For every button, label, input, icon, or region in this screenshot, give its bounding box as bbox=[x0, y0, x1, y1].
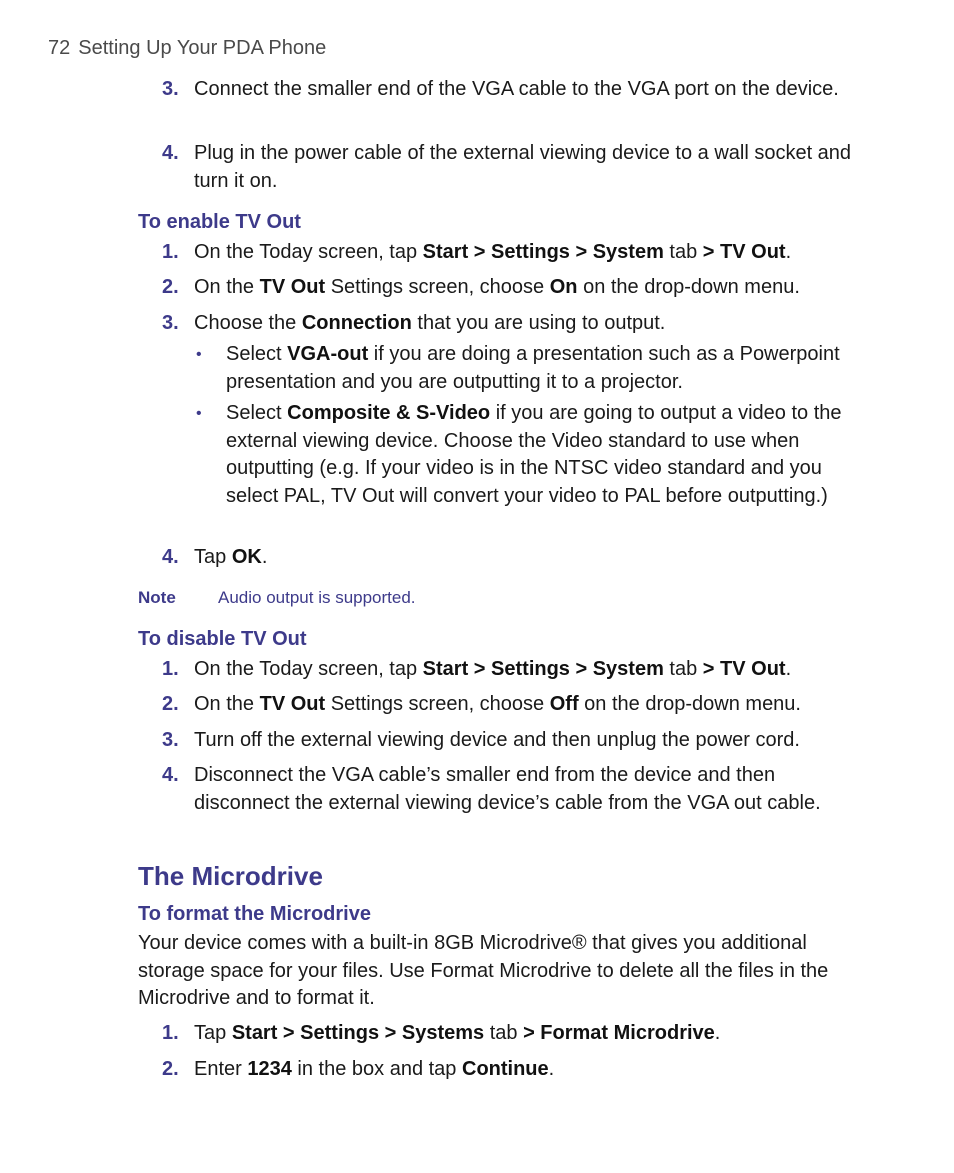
step-number: 2. bbox=[162, 1058, 179, 1080]
step-text: On the TV Out Settings screen, choose On on the drop-down menu. bbox=[194, 276, 800, 298]
enable-step-1 bbox=[138, 239, 858, 267]
enable-step-4 bbox=[138, 544, 858, 572]
step-number: 1. bbox=[162, 658, 179, 680]
enable-bullet-composite bbox=[138, 400, 858, 510]
bullet-dot: • bbox=[196, 346, 202, 363]
step-text: Choose the Connection that you are using to output. bbox=[194, 312, 666, 334]
intro-step-4 bbox=[138, 140, 858, 195]
disable-step-3 bbox=[138, 727, 858, 755]
step-text: Turn off the external viewing device and then unplug the power cord. bbox=[194, 729, 800, 751]
step-text: Enter 1234 in the box and tap Continue. bbox=[194, 1058, 555, 1080]
step-text: Tap OK. bbox=[194, 546, 268, 568]
disable-step-2 bbox=[138, 691, 858, 719]
step-number: 3. bbox=[162, 78, 179, 100]
disable-tv-out-heading: To disable TV Out bbox=[138, 628, 307, 650]
enable-step-3 bbox=[138, 310, 858, 338]
step-text: On the Today screen, tap Start > Settings > System tab > TV Out. bbox=[194, 658, 792, 680]
note-text: Audio output is supported. bbox=[218, 588, 416, 607]
enable-tv-out-heading: To enable TV Out bbox=[138, 211, 301, 233]
section-title: The Microdrive bbox=[138, 861, 323, 891]
step-number: 2. bbox=[162, 276, 179, 298]
step-text: On the Today screen, tap Start > Settings > System tab > TV Out. bbox=[194, 241, 792, 263]
step-number: 2. bbox=[162, 693, 179, 715]
step-number: 1. bbox=[162, 241, 179, 263]
step-number: 4. bbox=[162, 764, 179, 786]
bullet-text: Select VGA-out if you are doing a presentation such as a Powerpoint presentation and you are outputting it to a projector. bbox=[226, 343, 840, 393]
step-number: 3. bbox=[162, 729, 179, 751]
step-number: 4. bbox=[162, 142, 179, 164]
note-label: Note bbox=[138, 588, 176, 607]
format-step-2 bbox=[138, 1056, 858, 1084]
step-text: On the TV Out Settings screen, choose Off on the drop-down menu. bbox=[194, 693, 801, 715]
step-text: Tap Start > Settings > Systems tab > Format Microdrive. bbox=[194, 1022, 721, 1044]
step-text: Plug in the power cable of the external viewing device to a wall socket and turn it on. bbox=[194, 142, 852, 192]
bullet-text: Select Composite & S-Video if you are going to output a video to the external viewing device. Choose the Video standard to use when outputting (e.g. If your video is in the NTSC video standard and you select PAL, TV Out will convert your video to PAL before outputting.) bbox=[226, 402, 842, 507]
enable-step-2 bbox=[138, 274, 858, 302]
enable-bullet-vga bbox=[138, 341, 858, 396]
microdrive-paragraph: Your device comes with a built-in 8GB Microdrive® that gives you additional storage space for your files. Use Format Microdrive to delete all the files in the Microdrive and to format it. bbox=[138, 932, 829, 1009]
step-number: 1. bbox=[162, 1022, 179, 1044]
step-number: 4. bbox=[162, 546, 179, 568]
note bbox=[138, 588, 416, 608]
step-text: Connect the smaller end of the VGA cable to the VGA port on the device. bbox=[194, 78, 839, 100]
header-title: Setting Up Your PDA Phone bbox=[78, 37, 327, 59]
step-number: 3. bbox=[162, 312, 179, 334]
format-step-1 bbox=[138, 1020, 858, 1048]
intro-step-3 bbox=[138, 76, 858, 104]
page-number: 72 bbox=[48, 37, 71, 59]
disable-step-4 bbox=[138, 762, 858, 817]
running-header bbox=[48, 37, 326, 60]
disable-step-1 bbox=[138, 656, 858, 684]
step-text: Disconnect the VGA cable’s smaller end from the device and then disconnect the external viewing device’s cable from the VGA out cable. bbox=[194, 764, 821, 814]
format-microdrive-heading: To format the Microdrive bbox=[138, 903, 371, 925]
bullet-dot: • bbox=[196, 405, 202, 422]
